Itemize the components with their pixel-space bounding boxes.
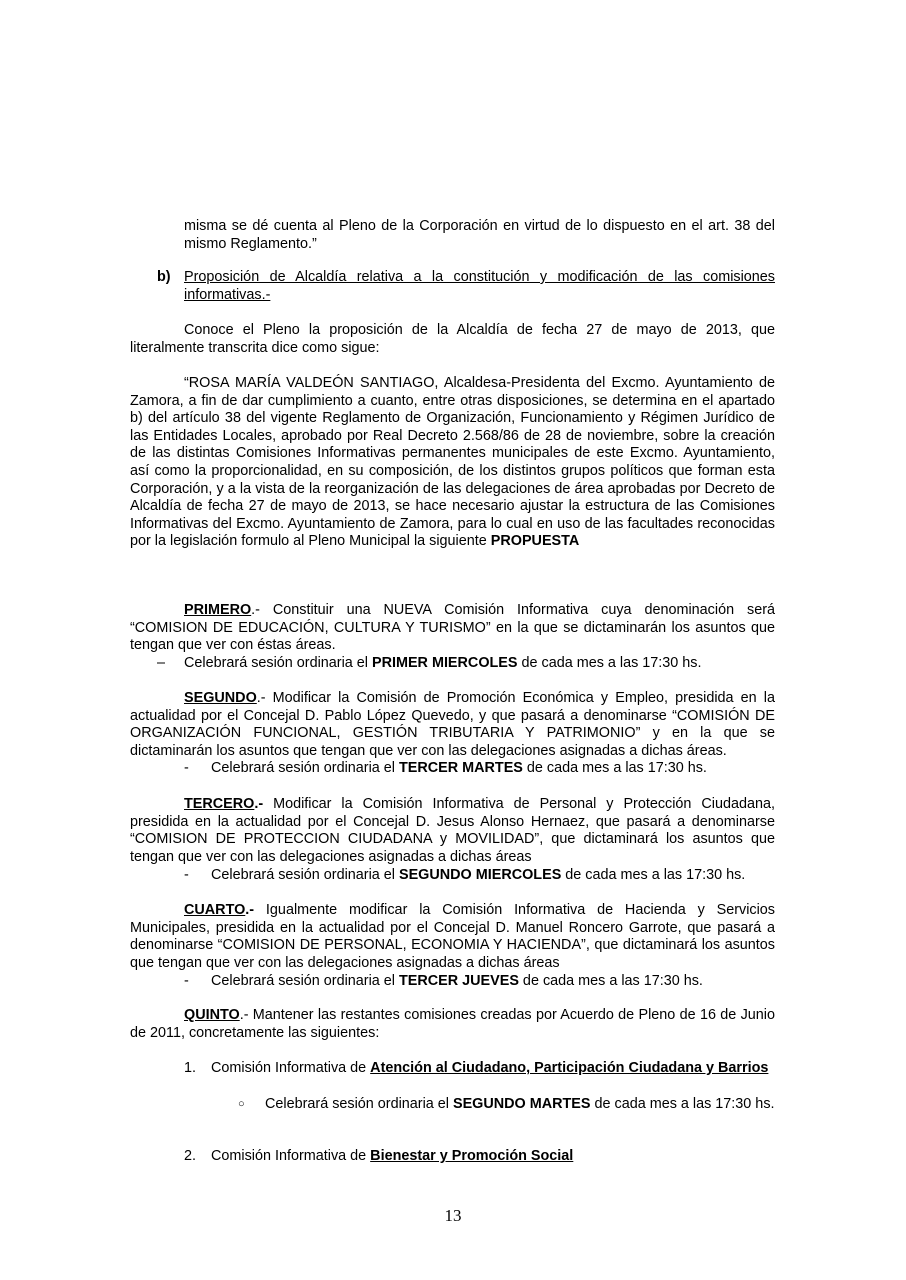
- commission-name-1: Atención al Ciudadano, Participación Ciudadana y Barrios: [370, 1060, 769, 1076]
- list-item-2: Comisión Informativa de Bienestar y Promoción Social: [211, 1148, 574, 1164]
- tercero-label: TERCERO: [184, 796, 255, 812]
- proposal-text: “ROSA MARÍA VALDEÓN SANTIAGO, Alcaldesa-Presidenta del Excmo. Ayuntamiento de Zamora, a fin de dar cumplimiento a cuanto, entre otras disposiciones, se determina en el apartado b) del artículo 38 del vigente Reglamento de Organización, Funcionamiento y Régimen Jurídico de las Entidades Locales, aprobado por Real Decreto 2.568/86 de 28 de noviembre, sobre la creación de las distintas Comisiones Informativas permanentes municipales de este Excmo. Ayuntamiento, así como la proporcionalidad, en su composición, de los distintos grupos políticos que forman esta Corporación, y a la vista de la reorganización de las delegaciones de área aprobadas por Decreto de Alcaldía de fecha 27 de mayo de 2013, se hace necesario ajustar la estructura de las Comisiones Informativas del Excmo. Ayuntamiento de Zamora, para lo cual en uso de las facultades reconocidas por la legislación formulo al Pleno Municipal la siguiente: [130, 375, 775, 550]
- list-item-1-number: 1.: [184, 1060, 197, 1076]
- list-item-2-number: 2.: [184, 1148, 197, 1164]
- cuarto-session: Celebrará sesión ordinaria el TERCER JUEVES de cada mes a las 17:30 hs.: [211, 973, 703, 989]
- paragraph-proposal: [130, 375, 775, 551]
- segundo-session: Celebrará sesión ordinaria el TERCER MARTES de cada mes a las 17:30 hs.: [211, 760, 707, 776]
- tercero-session: Celebrará sesión ordinaria el SEGUNDO MIERCOLES de cada mes a las 17:30 hs.: [211, 867, 746, 883]
- item-cuarto: CUARTO.- Igualmente modificar la Comisión Informativa de Hacienda y Servicios Municipales, presidida en la actualidad por el Concejal D. Manuel Roncero Garrote, que pasará a denominarse “COMISION DE PERSONAL, ECONOMIA Y HACIENDA”, que dictaminará los asuntos que tengan que ver con las delegaciones asignadas a dichas áreas: [130, 902, 775, 971]
- circle-bullet-icon: ○: [238, 1098, 245, 1110]
- cuarto-text: Igualmente modificar la Comisión Informativa de Hacienda y Servicios Municipales, presidida en la actualidad por el Concejal D. Manuel Roncero Garrote, que pasará a denominarse “COMISION DE PERSONAL, ECONOMIA Y HACIENDA”, que dictaminará los asuntos que tengan que ver con las delegaciones asignadas a dichas áreas: [130, 902, 775, 971]
- cuarto-label: CUARTO: [184, 902, 246, 918]
- quinto-label: QUINTO: [184, 1007, 240, 1023]
- section-b-label: b): [157, 269, 171, 285]
- tercero-bullet: -: [184, 867, 189, 883]
- segundo-label: SEGUNDO: [184, 690, 257, 706]
- primero-label: PRIMERO: [184, 602, 252, 618]
- item-segundo: [130, 690, 775, 760]
- primero-session: Celebrará sesión ordinaria el PRIMER MIERCOLES de cada mes a las 17:30 hs.: [184, 655, 702, 671]
- list-item-1-session: Celebrará sesión ordinaria el SEGUNDO MARTES de cada mes a las 17:30 hs.: [265, 1096, 775, 1112]
- segundo-text: .- Modificar la Comisión de Promoción Económica y Empleo, presidida en la actualidad por el Concejal D. Pablo López Quevedo, y que pasará a denominarse “COMISIÓN DE ORGANIZACIÓN FUNCIONAL, GESTIÓN TRIBUTARIA Y PATRIMONIO” y en la que se dictaminarán los asuntos que tengan que ver con las delegaciones asignadas a dichas áreas.: [130, 690, 775, 759]
- segundo-bullet: -: [184, 760, 189, 776]
- quinto-text: .- Mantener las restantes comisiones creadas por Acuerdo de Pleno de 16 de Junio de 2011, concretamente las siguientes:: [130, 1007, 775, 1041]
- item-primero: [130, 602, 775, 655]
- primero-text: .- Constituir una NUEVA Comisión Informativa cuya denominación será “COMISION DE EDUCACIÓN, CULTURA Y TURISMO” en la que se dictaminarán los asuntos que tengan que ver con éstas áreas.: [130, 602, 775, 654]
- primero-bullet: –: [157, 655, 166, 671]
- tercero-text: Modificar la Comisión Informativa de Personal y Protección Ciudadana, presidida en la actualidad por el Concejal D. Jesus Alonso Hernaez, que pasará a denominarse “COMISION DE PROTECCION CIUDADANA y MOVILIDAD”, que dictaminará los asuntos que tengan que ver con las delegaciones asignadas a dichas áreas: [130, 796, 775, 865]
- intro-continuation: misma se dé cuenta al Pleno de la Corporación en virtud de lo dispuesto en el art. 38 del mismo Reglamento.”: [184, 218, 775, 252]
- paragraph-conoce: Conoce el Pleno la proposición de la Alcaldía de fecha 27 de mayo de 2013, que literalmente transcrita dice como sigue:: [130, 322, 775, 356]
- commission-name-2: Bienestar y Promoción Social: [370, 1148, 574, 1164]
- section-b-title: Proposición de Alcaldía relativa a la constitución y modificación de las comisiones informativas.-: [184, 269, 775, 303]
- item-quinto: [130, 1007, 775, 1042]
- propuesta-word: PROPUESTA: [490, 533, 580, 550]
- list-item-1: Comisión Informativa de Atención al Ciudadano, Participación Ciudadana y Barrios: [211, 1060, 769, 1076]
- cuarto-bullet: -: [184, 973, 189, 989]
- page-number: 13: [444, 1206, 462, 1225]
- item-tercero: TERCERO.- Modificar la Comisión Informativa de Personal y Protección Ciudadana, presidida en la actualidad por el Concejal D. Jesus Alonso Hernaez, que pasará a denominarse “COMISION DE PROTECCION CIUDADANA y MOVILIDAD”, que dictaminará los asuntos que tengan que ver con las delegaciones asignadas a dichas áreas: [130, 796, 775, 865]
